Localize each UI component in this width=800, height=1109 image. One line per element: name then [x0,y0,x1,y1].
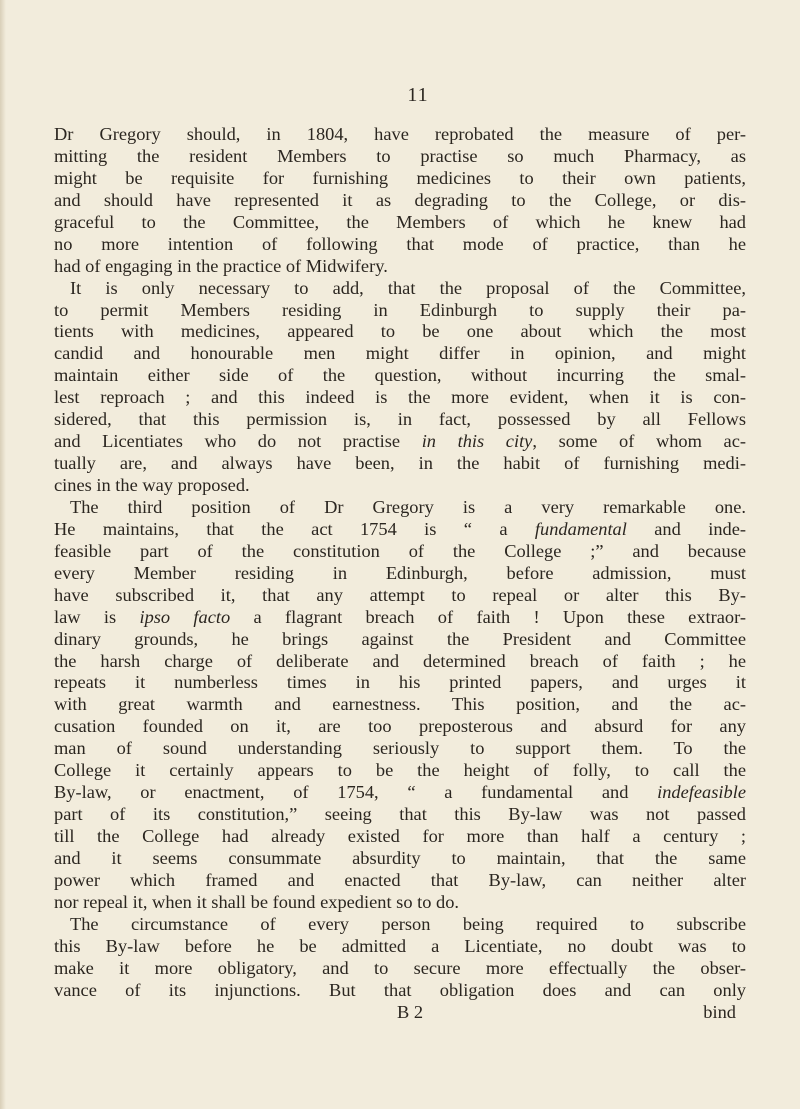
page-footer [54,1002,746,1024]
text-line: no more intention of following that mode of practice, than he [54,233,746,254]
italic-phrase: fundamental [534,518,627,539]
text-line: Dr Gregory should, in 1804, have reprobated the measure of per- [54,124,746,144]
text-line: The third position of Dr Gregory is a very remarkable one. [70,496,746,517]
text-line: vance of its injunctions. But that obligation does and can only [54,979,746,1000]
text-line: repeats it numberless times in his printed papers, and urges it [54,672,746,693]
text-line: to permit Members residing in Edinburgh to supply their pa- [54,299,746,320]
text-line: candid and honourable men might differ in opinion, and might [54,343,746,364]
catchword: bind [703,1001,736,1022]
text-line: dinary grounds, he brings against the President and Committee [54,628,746,649]
text-line: By-law, or enactment, of 1754, “ a fundamental and indefeasible [54,782,746,803]
text-line: have subscribed it, that any attempt to repeal or alter this By- [54,584,746,605]
italic-phrase: indefeasible [657,782,746,803]
text-line: had of engaging in the practice of Midwifery. [54,255,388,276]
text-line: cines in the way proposed. [54,475,250,495]
text-line: lest reproach ; and this indeed is the more evident, when it is con- [54,387,746,408]
text-line: till the College had already existed for more than half a century ; [54,826,746,846]
text-line: He maintains, that the act 1754 is “ a fundamental and inde- [54,518,746,539]
text-line: mitting the resident Members to practise so much Pharmacy, as [54,145,746,166]
text-line: man of sound understanding seriously to support them. To the [54,738,746,759]
text-line: law is ipso facto a flagrant breach of faith ! Upon these extraor- [54,606,747,627]
text-line: The circumstance of every person being required to subscribe [70,913,746,934]
text-line: nor repeal it, when it shall be found expedient so to do. [54,891,460,912]
text-line: College it certainly appears to be the height of folly, to call the [54,760,746,781]
text-line: feasible part of the constitution of the College ;” and because [54,540,746,561]
italic-phrase: ipso facto [139,606,231,627]
text-line: make it more obligatory, and to secure more effectually the obser- [54,957,746,978]
text-line: might be requisite for furnishing medicines to their own patients, [54,167,746,188]
italic-phrase: in this city [421,431,533,452]
text-line: tients with medicines, appeared to be one about which the most [54,321,746,342]
text-line: and it seems consummate absurdity to maintain, that the same [54,847,746,868]
text-line: tually are, and always have been, in the habit of furnishing medi- [54,453,746,474]
text-line: cusation founded on it, are too preposterous and absurd for any [54,716,746,737]
page-number: 11 [407,84,429,106]
signature-mark: B 2 [397,1001,424,1022]
text-line: this By-law before he be admitted a Licentiate, no doubt was to [54,935,746,956]
text-line: with great warmth and earnestness. This position, and the ac- [54,694,746,715]
text-line [54,431,746,453]
text-line: It is only necessary to add, that the proposal of the Committee, [70,277,746,298]
text-line: maintain either side of the question, without incurring the smal- [54,365,746,386]
page-edge [0,0,6,1109]
text-line: and should have represented it as degrading to the College, or dis- [54,189,746,210]
text-line-italic: and Licentiates who do not practise in this city, some of whom ac- [54,431,746,452]
text-line: graceful to the Committee, the Members of which he knew had [54,211,746,232]
text-line: every Member residing in Edinburgh, before admission, must [54,562,746,583]
text-line: power which framed and enacted that By-law, can neither alter [54,869,746,890]
body-text [54,124,746,1023]
text-line: the harsh charge of deliberate and determined breach of faith ; he [54,650,746,671]
text-line: part of its constitution,” seeing that this By-law was not passed [54,804,746,825]
text-line: sidered, that this permission is, in fact, possessed by all Fellows [54,409,746,430]
